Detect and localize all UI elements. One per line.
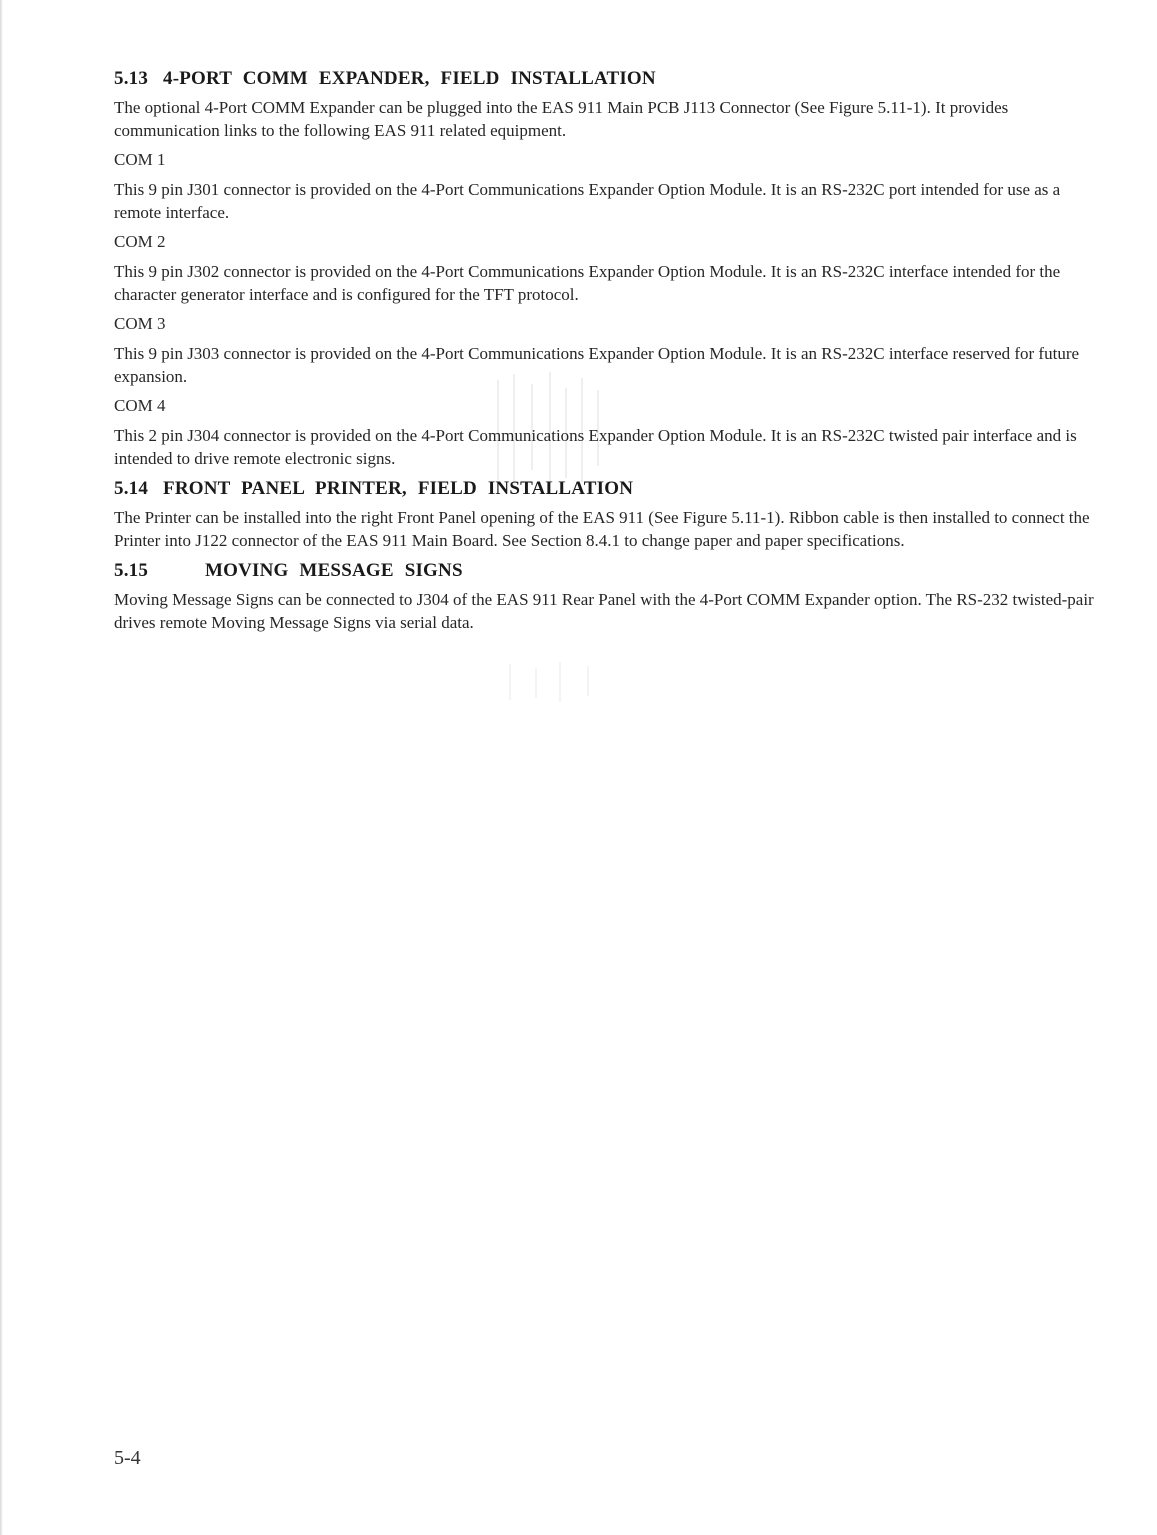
com4-label: COM 4 <box>114 396 166 415</box>
section-515-title: MOVING MESSAGE SIGNS <box>204 560 463 581</box>
section-513-intro: The optional 4-Port COMM Expander can be plugged into the EAS 911 Main PCB J113 Connector (See Figure 5.11-1). It provides communication links to the following EAS 911 related equipment. <box>114 98 1009 140</box>
com3-description: This 9 pin J303 connector is provided on the 4-Port Communications Expander Option Module. It is an RS-232C interface reserved for future expansion. <box>114 344 1080 386</box>
section-514-number: 5.14 <box>114 478 149 499</box>
section-515-number: 5.15 <box>114 560 149 581</box>
section-515-text: Moving Message Signs can be connected to J304 of the EAS 911 Rear Panel with the 4-Port COMM Expander option. The RS-232 twisted-pair drives remote Moving Message Signs via serial data. <box>114 590 1094 632</box>
section-514-heading <box>114 476 1094 502</box>
section-513-title: 4-PORT COMM EXPANDER, FIELD INSTALLATION <box>163 68 656 89</box>
scan-artifact-mark-lower <box>470 662 620 702</box>
page-content <box>114 66 1094 640</box>
com2-description: This 9 pin J302 connector is provided on the 4-Port Communications Expander Option Module. It is an RS-232C interface intended for the character generator interface and is configured for the TFT protocol. <box>114 262 1061 304</box>
section-515-heading <box>114 558 1094 584</box>
section-514-title: FRONT PANEL PRINTER, FIELD INSTALLATION <box>163 478 634 499</box>
section-514-text: The Printer can be installed into the right Front Panel opening of the EAS 911 (See Figure 5.11-1). Ribbon cable is then installed to connect the Printer into J122 connector of the EAS 911 Main Board. See Section 8.4.1 to change paper and paper specifications. <box>114 508 1090 550</box>
com3-label: COM 3 <box>114 314 166 333</box>
com1-label: COM 1 <box>114 150 166 169</box>
com2-label: COM 2 <box>114 232 166 251</box>
section-513-number: 5.13 <box>114 68 149 89</box>
com4-description: This 2 pin J304 connector is provided on the 4-Port Communications Expander Option Module. It is an RS-232C twisted pair interface and is intended to drive remote electronic signs. <box>114 426 1077 468</box>
scan-edge-shadow <box>0 0 3 1535</box>
com1-description: This 9 pin J301 connector is provided on the 4-Port Communications Expander Option Module. It is an RS-232C port intended for use as a remote interface. <box>114 180 1061 222</box>
section-513-heading <box>114 66 1094 92</box>
page-number: 5-4 <box>114 1447 141 1469</box>
